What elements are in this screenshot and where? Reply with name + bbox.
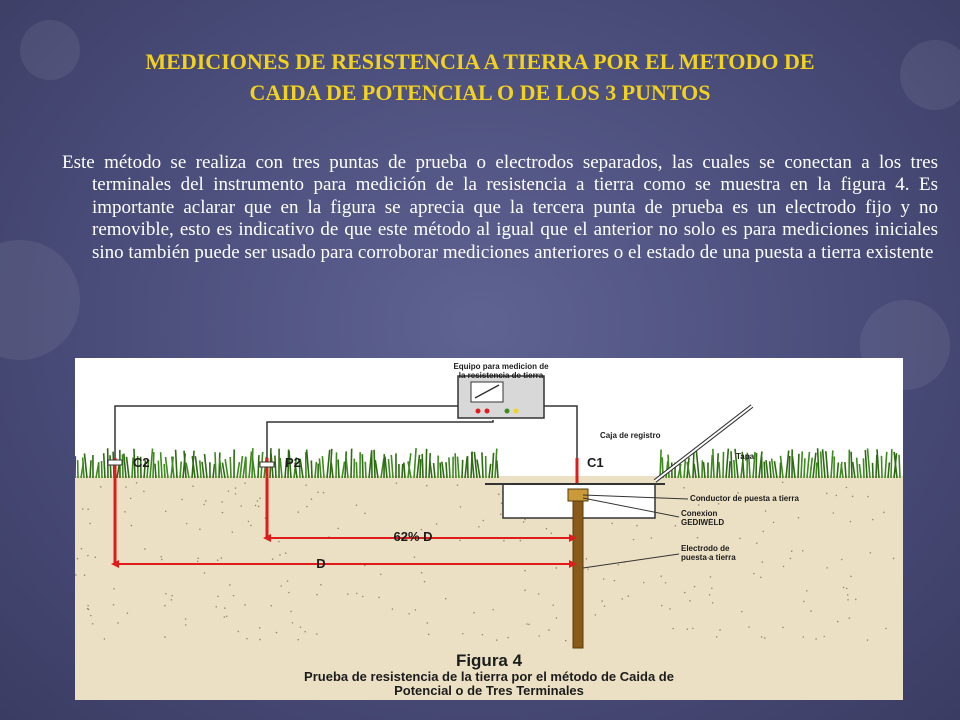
wire-c2 — [115, 406, 460, 458]
label-electrodo-2: puesta a tierra — [681, 553, 736, 562]
equipment-label-2: la resistencia de tierra — [458, 371, 544, 380]
slide-title-line2: CAIDA DE POTENCIAL O DE LOS 3 PUNTOS — [249, 80, 711, 105]
probe-p2-clamp — [260, 462, 274, 467]
caption-line1: Prueba de resistencia de la tierra por el método de Caida de — [304, 669, 674, 684]
figure-4-diagram — [75, 358, 903, 700]
caption-line2: Potencial o de Tres Terminales — [394, 683, 584, 698]
slide-title-line1: MEDICIONES DE RESISTENCIA A TIERRA POR EL METODO DE — [145, 49, 815, 74]
diagram-svg — [75, 358, 903, 700]
probe-c2-clamp — [108, 460, 122, 465]
equipment-label-1: Equipo para medicion de — [453, 362, 549, 371]
wire-p2 — [267, 420, 493, 458]
label-c2: C2 — [133, 455, 150, 470]
ground-electrode — [573, 492, 583, 648]
caption-title: Figura 4 — [455, 651, 523, 670]
label-conexion-2: GEDIWELD — [681, 518, 725, 527]
label-conductor: Conductor de puesta a tierra — [690, 494, 799, 503]
label-c1: C1 — [587, 455, 604, 470]
label-62-d: 62% D — [393, 529, 433, 544]
wire-c1 — [543, 406, 577, 458]
slide-title — [40, 46, 920, 108]
meter-icon — [458, 376, 544, 418]
label-electrodo-1: Electrodo de — [681, 544, 730, 553]
label-tapa: Tapa — [736, 452, 755, 461]
label-conexion-1: Conexion — [681, 509, 718, 518]
label-caja: Caja de registro — [600, 431, 661, 440]
label-d: D — [316, 556, 326, 571]
label-p2: P2 — [285, 455, 301, 470]
grass-strip — [75, 448, 900, 478]
body-paragraph: Este método se realiza con tres puntas de prueba o electrodos separados, las cuales se conectan a los tres terminales del instrumento para medición de la resistencia a tierra como se muestra en la figura 4. Es importante aclarar que en la figura se aprecia que la tercera punta de prueba es un electrodo fijo y no removible, esto es indicativo de que este método al igual que el anterior no solo es para mediciones iniciales sino también puede ser usado para corroborar mediciones anteriores o el estado de una puesta a tierra existente — [62, 152, 938, 263]
